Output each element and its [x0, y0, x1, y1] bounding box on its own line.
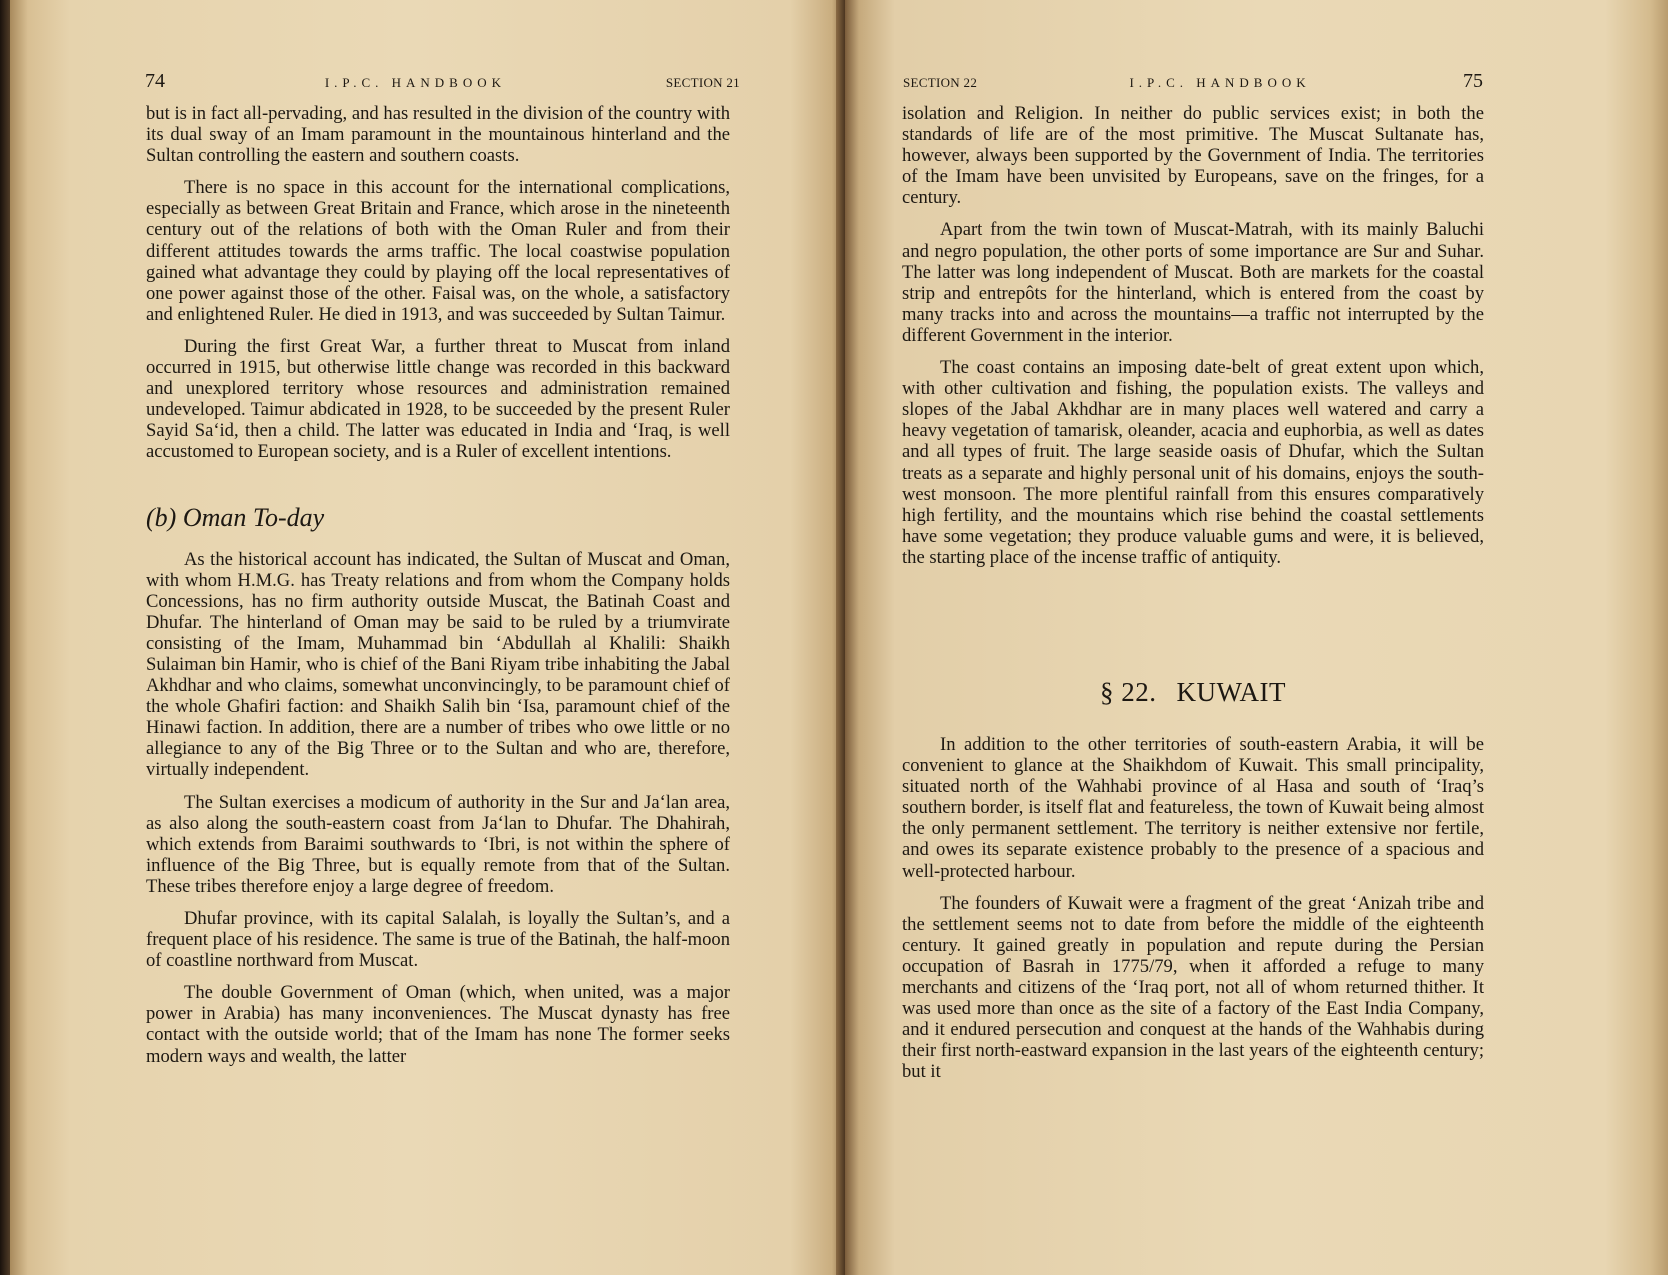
right-running-head	[903, 70, 1483, 93]
running-title: I.P.C. HANDBOOK	[1129, 75, 1311, 90]
subheading	[146, 503, 730, 533]
page-number: 75	[1462, 70, 1483, 92]
subheading-text: Oman To-day	[182, 502, 325, 532]
left-page	[10, 0, 845, 1275]
page-number: 74	[145, 70, 165, 92]
paragraph: There is no space in this account for the international complications, especially as between Great Britain and France, which arose in the nineteenth century out of the relations of both with the Oman Ruler and from their different attitudes towards the arms traffic. The local coastwise population gained what advantage they could by playing off the local representatives of one power against those of the other. Faisal was, on the whole, a satisfactory and enlightened Ruler. He died in 1913, and was succeeded by Sultan Taimur.	[146, 177, 730, 325]
left-running-head	[145, 70, 740, 93]
paragraph: The coast contains an imposing date-belt of great extent upon which, with other cultivation and fishing, the population exists. The valleys and slopes of the Jabal Akhdhar are in many places well watered and carry a heavy vegetation of tamarisk, oleander, acacia and euphorbia, as well as dates and all types of fruit. The large seaside oasis of Dhufar, which the Sultan treats as a separate and highly personal unit of his domains, enjoys the south-west monsoon. The more plentiful rainfall from this ensures comparatively high fertility, and the mountains which rise behind the coastal settlements have some vegetation; they produce valuable gums and were, it is believed, the starting place of the incense traffic of antiquity.	[902, 357, 1484, 568]
section-title: KUWAIT	[1176, 676, 1286, 707]
subheading-mark: (b)	[146, 502, 177, 532]
paragraph: The Sultan exercises a modicum of authority in the Sur and Ja‘lan area, as also along the south-eastern coast from Ja‘lan to Dhufar. The Dhahirah, which extends from Baraimi southwards to ‘Ibri, is not within the sphere of influence of the Big Three, but is equally remote from that of the Sultan. These tribes therefore enjoy a large degree of freedom.	[146, 791, 730, 897]
paragraph: but is in fact all-pervading, and has resulted in the division of the country with its dual sway of an Imam paramount in the mountainous hinterland and the Sultan controlling the eastern and southern coasts.	[146, 103, 730, 167]
section-label: SECTION 22	[903, 75, 978, 90]
paragraph: As the historical account has indicated, the Sultan of Muscat and Oman, with whom H.M.G. has Treaty relations and from whom the Company holds Concessions, has no firm authority outside Muscat, the Batinah Coast and Dhufar. The hinterland of Oman may be said to be ruled by a triumvirate consisting of the Imam, Muhammad bin ‘Abdullah al Khalili: Shaikh Sulaiman bin Hamir, who is chief of the Bani Riyam tribe inhabiting the Jabal Akhdhar and who claims, somewhat unconvincingly, to be paramount chief of the whole Ghafiri faction: and Shaikh Salih bin ‘Isa, paramount chief of the Hinawi faction. In addition, there are a number of tribes who owe little or no allegiance to any of the Big Three or to the Sultan and who are, therefore, virtually independent.	[146, 548, 730, 781]
section-label: SECTION 21	[665, 75, 740, 90]
section-heading	[902, 676, 1484, 708]
paragraph: Apart from the twin town of Muscat-Matrah, with its mainly Baluchi and negro population, the other ports of some importance are Sur and Suhar. The latter was long independent of Muscat. Both are markets for the coastal strip and entrepôts for the hinterland, which is entered from the coast by many tracks into and across the mountains—a traffic not interrupted by the different Government in the interior.	[902, 219, 1484, 346]
running-title: I.P.C. HANDBOOK	[324, 75, 507, 90]
right-text-block	[902, 103, 1484, 1093]
paragraph: The founders of Kuwait were a fragment of the great ‘Anizah tribe and the settlement seems not to date from before the middle of the eighteenth century. It gained greatly in population and repute during the Persian occupation of Basrah in 1775/79, when it afforded a refuge to many merchants and citizens of the ‘Iraq port, not all of whom returned thither. It was used more than once as the site of a factory of the East India Company, and it endured persecution and conquest at the hands of the Wahhabis during their first north-eastward expansion in the last years of the eighteenth century; but it	[902, 892, 1484, 1083]
paragraph: The double Government of Oman (which, when united, was a major power in Arabia) has many inconveniences. The Muscat dynasty has free contact with the outside world; that of the Imam has none The former seeks modern ways and wealth, the latter	[146, 982, 730, 1067]
paragraph: In addition to the other territories of south-eastern Arabia, it will be convenient to glance at the Shaikhdom of Kuwait. This small principality, situated north of the Wahhabi province of al Hasa and south of ‘Iraq’s southern border, is itself flat and featureless, the town of Kuwait being almost the only permanent settlement. The territory is neither extensive nor fertile, and owes its separate existence probably to the presence of a spacious and well-protected harbour.	[902, 733, 1484, 882]
right-page	[845, 0, 1668, 1275]
left-text-block	[146, 103, 730, 1078]
paragraph: During the first Great War, a further threat to Muscat from inland occurred in 1915, but otherwise little change was recorded in this backward and unexplored territory whose resources and administration remained undeveloped. Taimur abdicated in 1928, to be succeeded by the present Ruler Sayid Sa‘id, then a child. The latter was educated in India and ‘Iraq, is well accustomed to European society, and is a Ruler of excellent intentions.	[146, 335, 730, 463]
paragraph: Dhufar province, with its capital Salalah, is loyally the Sultan’s, and a frequent place of his residence. The same is true of the Batinah, the half-moon of coastline northward from Muscat.	[146, 908, 730, 972]
paragraph: isolation and Religion. In neither do public services exist; in both the standards of life are of the most primitive. The Muscat Sultanate has, however, always been supported by the Government of India. The territories of the Imam have been unvisited by Europeans, save on the fringes, for a century.	[902, 103, 1484, 209]
section-number: § 22.	[1100, 676, 1157, 707]
